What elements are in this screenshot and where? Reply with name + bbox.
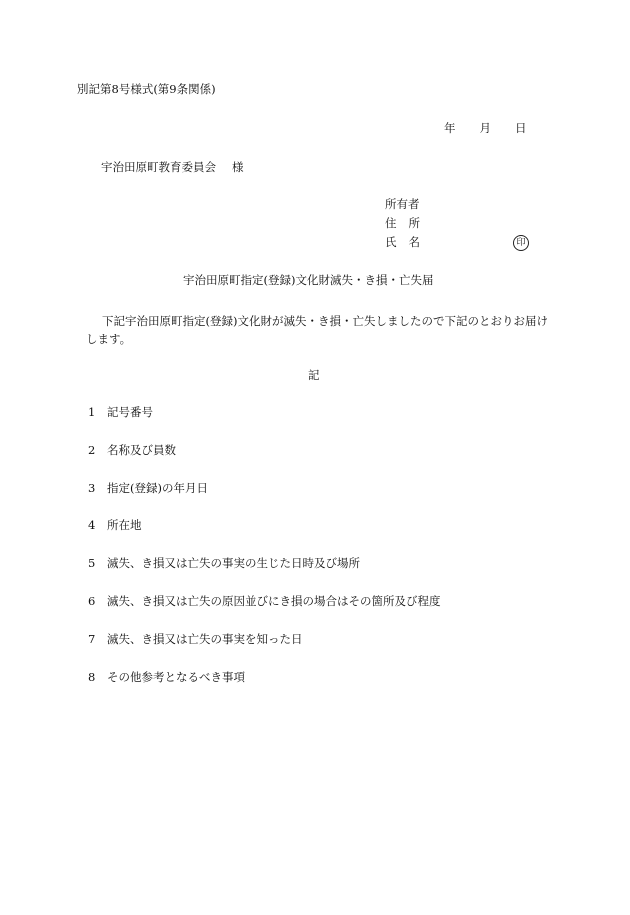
date-month: 月: [479, 121, 491, 135]
list-item: [88, 483, 208, 495]
owner-label: 所有者: [385, 197, 420, 211]
item-text: 指定(登録)の年月日: [107, 481, 208, 495]
list-item: [88, 634, 303, 646]
item-number: 7: [88, 632, 96, 646]
name-label-char-2: 名: [408, 235, 420, 249]
date-day: 日: [515, 121, 527, 135]
list-item: [88, 558, 360, 570]
item-number: 6: [88, 594, 96, 608]
item-number: 1: [88, 405, 96, 419]
name-label-char-1: 氏: [385, 235, 397, 249]
seal-mark: 印: [513, 235, 529, 251]
item-number: 3: [88, 481, 96, 495]
item-text: 滅失、き損又は亡失の事実を知った日: [107, 632, 303, 646]
addressee-honorific: 様: [232, 160, 244, 174]
document-title: 宇治田原町指定(登録)文化財滅失・き損・亡失届: [183, 273, 434, 287]
form-label: 別記第8号様式(第9条関係): [77, 82, 216, 96]
address-label: [385, 218, 420, 230]
item-number: 2: [88, 443, 96, 457]
body-paragraph: 下記宇治田原町指定(登録)文化財が滅失・き損・亡失しましたので下記のとおりお届けします。: [86, 314, 548, 346]
date-line: [444, 123, 527, 135]
item-text: 滅失、き損又は亡失の事実の生じた日時及び場所: [107, 556, 360, 570]
date-year: 年: [444, 121, 456, 135]
item-text: 名称及び員数: [107, 443, 176, 457]
item-text: 滅失、き損又は亡失の原因並びにき損の場合はその箇所及び程度: [107, 594, 441, 608]
item-number: 4: [88, 518, 96, 532]
name-label: [385, 237, 420, 249]
item-number: 5: [88, 556, 96, 570]
addressee-name: 宇治田原町教育委員会: [101, 160, 216, 174]
list-item: [88, 520, 142, 532]
list-item: [88, 596, 441, 608]
list-item: [88, 445, 176, 457]
item-text: 記号番号: [107, 405, 153, 419]
address-label-char-1: 住: [385, 216, 397, 230]
addressee: [101, 162, 244, 174]
item-number: 8: [88, 670, 96, 684]
address-label-char-2: 所: [408, 216, 420, 230]
item-text: 所在地: [107, 518, 142, 532]
list-item: [88, 407, 153, 419]
list-item: [88, 672, 245, 684]
ki-heading: 記: [308, 368, 320, 382]
item-text: その他参考となるべき事項: [107, 670, 245, 684]
